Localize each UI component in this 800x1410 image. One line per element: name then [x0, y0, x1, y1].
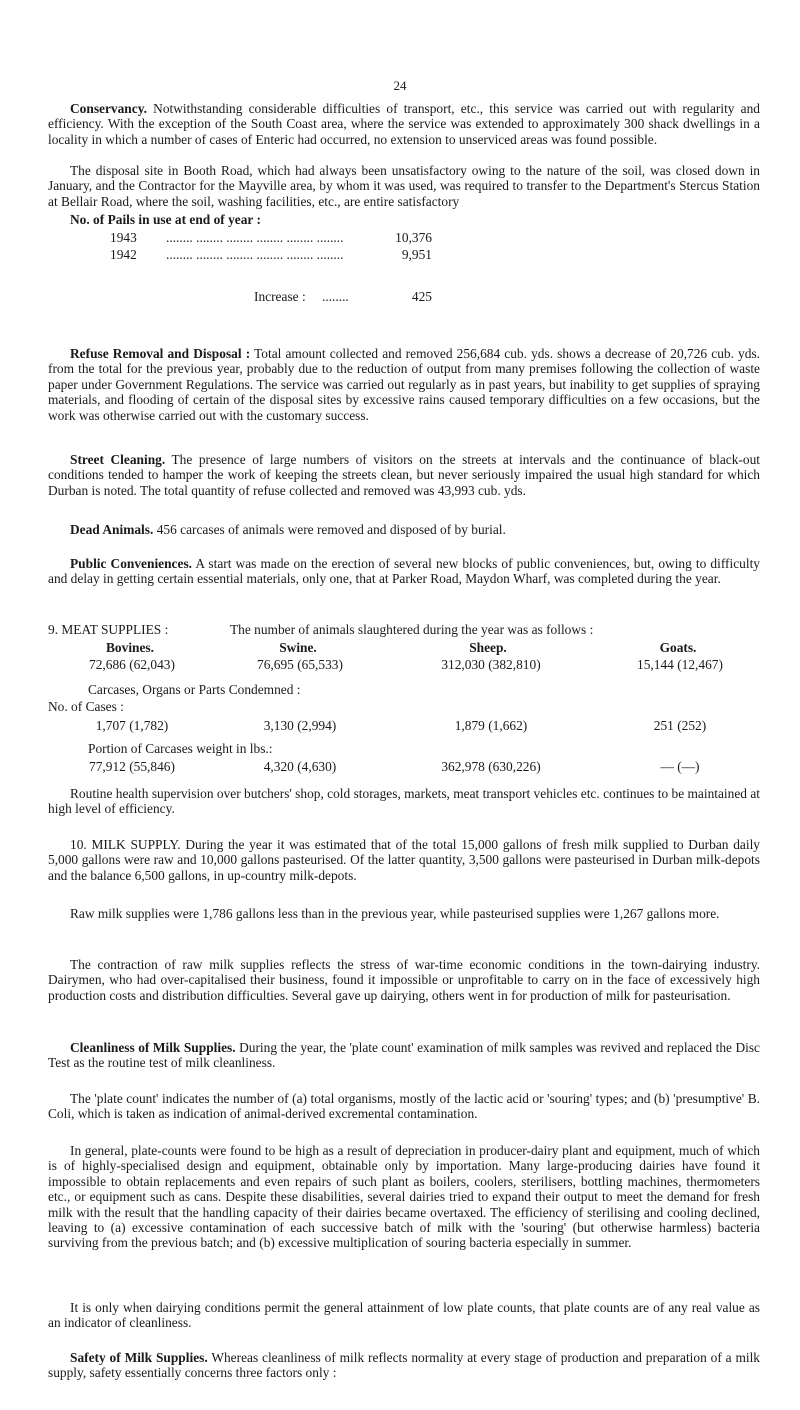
meat-cases-label: No. of Cases : — [48, 699, 124, 714]
meat-routine-paragraph — [48, 786, 760, 817]
page-number: 24 — [393, 78, 407, 93]
pails-dots-1943: ........ ........ ........ ........ ........ ........ — [166, 230, 344, 245]
milk-text-2: Raw milk supplies were 1,786 gallons less than in the previous year, while pasteurised supplies were 1,267 gallons more. — [70, 906, 720, 921]
booth-road-paragraph — [48, 163, 760, 209]
meat-weight-swine: 4,320 (4,630) — [263, 759, 337, 774]
pails-increase-dots: ........ — [322, 289, 349, 304]
milk-text-8: Whereas cleanliness of milk reflects normality at every stage of production and preparation of a milk supply, safety essentially concerns three factors only : — [48, 1350, 761, 1381]
milk-text-1: During the year it was estimated that of the total 15,000 gallons of fresh milk supplied to Durban daily 5,000 gallons were raw and 10,000 gallons pasteurised. Of the latter quantity, 3,500 gallons were pasteurised in Durban milk-depots and the balance 6,500 gallons, in up-country milk-depots. — [48, 837, 760, 883]
pails-dots-1942: ........ ........ ........ ........ ........ ........ — [166, 247, 344, 262]
meat-cases-swine: 3,130 (2,994) — [263, 718, 337, 733]
meat-col-sheep: Sheep. — [469, 640, 507, 655]
pails-heading: No. of Pails in use at end of year : — [70, 212, 261, 227]
milk-text-4: During the year, the 'plate count' examination of milk samples was revived and replaced the Disc Test as the routine test of milk cleanliness. — [48, 1040, 760, 1071]
dead-animals-text: 456 carcases of animals were removed and disposed of by burial. — [156, 522, 506, 537]
conservancy-paragraph — [48, 101, 760, 147]
meat-weight-bovines: 77,912 (55,846) — [89, 759, 175, 774]
meat-intro: The number of animals slaughtered during the year was as follows : — [230, 622, 594, 637]
conveniences-text: A start was made on the erection of several new blocks of public conveniences, but, owing to difficulty and delay in getting certain essential materials, only one, that at Parker Road, Maydon Wharf, was completed during the year. — [48, 556, 761, 587]
milk-paragraph-3 — [48, 957, 760, 1003]
milk-cleanliness-heading: Cleanliness of Milk Supplies. — [70, 1040, 236, 1055]
meat-cases-bovines: 1,707 (1,782) — [95, 718, 169, 733]
milk-safety-heading: Safety of Milk Supplies. — [70, 1350, 208, 1365]
milk-paragraph-6 — [48, 1143, 760, 1251]
conservancy-heading: Conservancy. — [70, 101, 147, 116]
pails-value-1942: 9,951 — [401, 247, 432, 262]
meat-slaughtered-bovines: 72,686 (62,043) — [89, 657, 175, 672]
street-heading: Street Cleaning. — [70, 452, 166, 467]
pails-value-1943: 10,376 — [395, 230, 432, 245]
meat-cases-goats: 251 (252) — [653, 718, 707, 733]
booth-road-text: The disposal site in Booth Road, which had always been unsatisfactory owing to the nature of the soil, was closed down in January, and the Contractor for the Mayville area, by whom it was used, was required to transfer to the Department's Stercus Station at Bellair Road, where the soil, washing facilities, etc., are entire satisfactory — [48, 163, 760, 209]
meat-weight-goats: — (—) — [660, 759, 700, 774]
pails-increase-label: Increase : — [254, 289, 306, 304]
meat-slaughtered-goats: 15,144 (12,467) — [637, 657, 723, 672]
street-text: The presence of large numbers of visitors on the streets at intervals and the continuance of black-out conditions tended to hamper the work of keeping the streets clean, but never seriously impaired the usual high standard for which Durban is noted. The total quantity of refuse collected and removed was 43,993 cub. yds. — [48, 452, 760, 498]
pails-table — [70, 212, 470, 327]
milk-cleanliness-paragraph — [48, 1040, 760, 1071]
street-paragraph — [48, 452, 760, 498]
meat-weight-sheep: 362,978 (630,226) — [441, 759, 541, 774]
refuse-heading: Refuse Removal and Disposal : — [70, 346, 251, 361]
meat-condemned-heading: Carcases, Organs or Parts Condemned : — [88, 682, 301, 697]
milk-text-7: It is only when dairying conditions permit the general attainment of low plate counts, that plate counts are of any real value as an indicator of cleanliness. — [48, 1300, 760, 1331]
conservancy-text: Notwithstanding considerable difficulties of transport, etc., this service was carried out with regularity and efficiency. With the exception of the South Coast area, where the service was extended to approximately 300 shack dwellings in a locality in which a number of cases of Enteric had occurred, no extension to unserviced areas was found possible. — [48, 101, 760, 147]
pails-year-1942: 1942 — [110, 247, 137, 262]
milk-safety-paragraph — [48, 1350, 760, 1381]
meat-col-swine: Swine. — [279, 640, 317, 655]
meat-slaughtered-sheep: 312,030 (382,810) — [441, 657, 541, 672]
meat-weight-label: Portion of Carcases weight in lbs.: — [88, 741, 273, 756]
milk-paragraph-2 — [48, 906, 760, 921]
meat-cases-sheep: 1,879 (1,662) — [454, 718, 528, 733]
milk-text-5: The 'plate count' indicates the number of (a) total organisms, mostly of the lactic acid or 'souring' types; and (b) 'presumptive' B. Coli, which is taken as indication of animal-derived excremental contamination. — [48, 1091, 760, 1122]
meat-heading: 9. MEAT SUPPLIES : — [48, 622, 169, 637]
conveniences-paragraph — [48, 556, 760, 587]
refuse-paragraph — [48, 346, 760, 423]
pails-increase-value: 425 — [411, 289, 432, 304]
milk-paragraph-5 — [48, 1091, 760, 1122]
meat-routine-text: Routine health supervision over butchers' shop, cold storages, markets, meat transport vehicles etc. continues to be maintained at high level of efficiency. — [48, 786, 760, 817]
dead-animals-paragraph — [48, 522, 760, 537]
refuse-text: Total amount collected and removed 256,684 cub. yds. shows a decrease of 20,726 cub. yds. from the total for the previous year, probably due to the reduction of output from many premises following the collection of waste paper under Government Regulations. The service was carried out regularly as in past years, but inability to get supplies of spraying materials, and flooding of certain of the disposal sites by excessive rains caused temporary difficulties on a few occasions, but the work was otherwise carried out with the customary success. — [48, 346, 761, 423]
dead-animals-heading: Dead Animals. — [70, 522, 154, 537]
meat-col-goats: Goats. — [659, 640, 697, 655]
milk-text-6: In general, plate-counts were found to be high as a result of depreciation in producer-dairy plant and equipment, much of which is of highly-specialised design and equipment, obtainable only by importation. Many large-producing dairies have found it impossible to obtain replacements and even repairs of such plant as boilers, coolers, sterilisers, bottling machines, thermometers etc., or equipment such as cans. Despite these disabilities, several dairies tried to expand their output to meet the demand for fresh milk with the result that the handling capacity of their dairies became overtaxed. The efficiency of sterilising and cooling declined, leaving to (a) excessive contamination of each successive batch of milk with the 'souring' (but otherwise harmless) bacteria surviving from the previous batch; and (b) excessive multiplication of souring bacteria especially in summer. — [48, 1143, 760, 1251]
meat-col-bovines: Bovines. — [106, 640, 154, 655]
milk-text-3: The contraction of raw milk supplies reflects the stress of war-time economic conditions in the town-dairying industry. Dairymen, who had over-capitalised their business, found it impossible or unprofitable to carry on in the face of excessively high production costs and distribution difficulties. Several gave up dairying, others went in for production of milk for pasteurisation. — [48, 957, 760, 1003]
meat-supplies-table — [48, 622, 760, 782]
milk-paragraph-7 — [48, 1300, 760, 1331]
pails-year-1943: 1943 — [110, 230, 137, 245]
conveniences-heading: Public Conveniences. — [70, 556, 193, 571]
milk-heading: 10. MILK SUPPLY. — [70, 837, 181, 852]
meat-slaughtered-swine: 76,695 (65,533) — [257, 657, 343, 672]
milk-paragraph-1 — [48, 837, 760, 883]
